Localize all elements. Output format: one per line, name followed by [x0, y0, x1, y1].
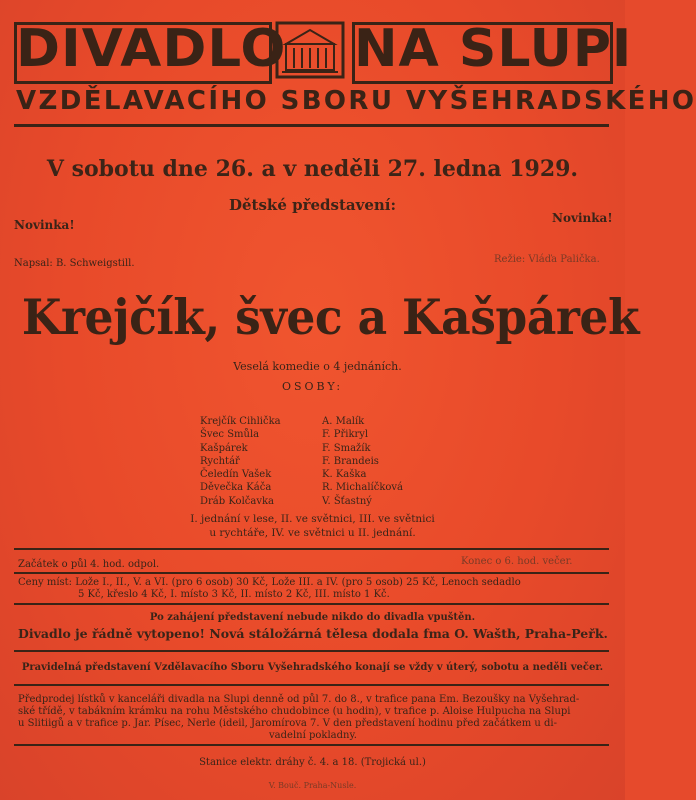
prices-line-1: Ceny míst: Lože I., II., V. a VI. (pro 6 osob) 30 Kč, Lože III. a IV. (pro 5 osob) 25 Kč, Lenoch sedadlo	[18, 577, 521, 588]
cast-actor: F. Přikryl	[322, 429, 369, 441]
novelty-left: Novinka!	[14, 218, 75, 232]
theatre-building-icon	[276, 22, 344, 78]
header	[14, 18, 633, 86]
performance-type: Dětské představení:	[229, 196, 396, 214]
scenes	[0, 512, 625, 540]
prices	[18, 577, 608, 601]
end-time: Konec o 6. hod. večer.	[461, 556, 573, 567]
presale-line-2: ské třídě, v tabákním krámku na rohu Městského chudobince (u hodin), v trafice p. Aloise Hulpucha na Slupi	[18, 706, 571, 717]
cast-role: Čeledín Vašek	[200, 469, 272, 481]
no-entry-notice: Po zahájení představení nebude nikdo do divadla vpuštěn.	[149, 612, 476, 623]
header-subtitle: VZDĚLAVACÍHO SBORU VYŠEHRADSKÉHO	[16, 86, 696, 116]
director: Režie: Vláďa Palička.	[494, 254, 600, 265]
regular-rule-top	[14, 650, 609, 652]
cast-row	[200, 481, 442, 494]
author: Napsal: B. Schweigstill.	[14, 258, 135, 269]
header-left-word: DIVADLO	[16, 19, 287, 79]
cast-row	[200, 428, 442, 441]
cast-row	[200, 415, 442, 428]
regular-performances: Pravidelná představení Vzdělavacího Sboru Vyšehradského konají se vždy v úterý, sobotu a neděli večer.	[21, 662, 604, 673]
presale-line-4: vadelní pokladny.	[269, 730, 357, 741]
tram-info: Stanice elektr. dráhy č. 4. a 18. (Trojická ul.)	[199, 757, 426, 768]
presale-line-3: u Slitiigů a v trafice p. Jar. Písec, Nerle (ideil, Jaromírova 7. V den představení hodinu před začátkem u di-	[18, 718, 557, 729]
cast-role: Krejčík Cihlička	[200, 416, 281, 427]
heating-notice: Divadlo je řádně vytopeno! Nová stáložárná tělesa dodala fma O. Wašth, Praha-Peřk.	[18, 626, 608, 641]
cast-actor: A. Malík	[322, 416, 365, 427]
tram-rule-top	[14, 744, 609, 746]
novelty-right: Novinka!	[552, 211, 613, 225]
cast-heading: OSOBY:	[281, 380, 344, 393]
prices-rule-bottom	[14, 603, 609, 605]
event-date: V sobotu dne 26. a v neděli 27. ledna 1929.	[46, 156, 579, 182]
cast-actor: F. Smažík	[322, 442, 371, 454]
cast-list	[200, 415, 442, 508]
header-right-word: NA SLUPI	[354, 19, 633, 79]
cast-row	[200, 468, 442, 481]
cast-role: Děvečka Káča	[200, 482, 272, 494]
cast-row	[200, 495, 442, 508]
cast-row	[200, 455, 442, 468]
cast-role: Kašpárek	[200, 442, 248, 454]
presale-rule-top	[14, 684, 609, 686]
prices-rule-top	[14, 572, 609, 574]
play-genre: Veselá komedie o 4 jednáních.	[233, 360, 402, 373]
header-rule	[14, 124, 609, 127]
cast-role: Švec Smůla	[200, 429, 260, 441]
cast-actor: R. Michalíčková	[322, 482, 404, 494]
play-title: Krejčík, švec a Kašpárek	[21, 288, 640, 346]
cast-role: Dráb Kolčavka	[200, 495, 274, 507]
printer-credit: V. Bouč. Praha-Nusle.	[268, 781, 357, 790]
presale-info	[18, 694, 608, 742]
scenes-line-1: I. jednání v lese, II. ve světnici, III. ve světnici	[190, 513, 435, 525]
info-rule-top	[14, 548, 609, 550]
scenes-line-2: u rychtáře, IV. ve světnici u II. jednání.	[209, 527, 416, 539]
cast-actor: F. Brandeis	[322, 455, 379, 467]
prices-line-2: 5 Kč, křeslo 4 Kč, I. místo 3 Kč, II. místo 2 Kč, III. místo 1 Kč.	[78, 589, 390, 600]
cast-actor: K. Kaška	[322, 469, 367, 481]
cast-role: Rychtář	[200, 455, 240, 467]
presale-line-1: Předprodej lístků v kanceláři divadla na Slupi denně od půl 7. do 8., v trafice pana Em. Bezoušky na Vyšehrad-	[18, 694, 580, 705]
cast-row	[200, 442, 442, 455]
cast-actor: V. Šťastný	[322, 495, 372, 507]
start-time: Začátek o půl 4. hod. odpol.	[18, 559, 160, 570]
